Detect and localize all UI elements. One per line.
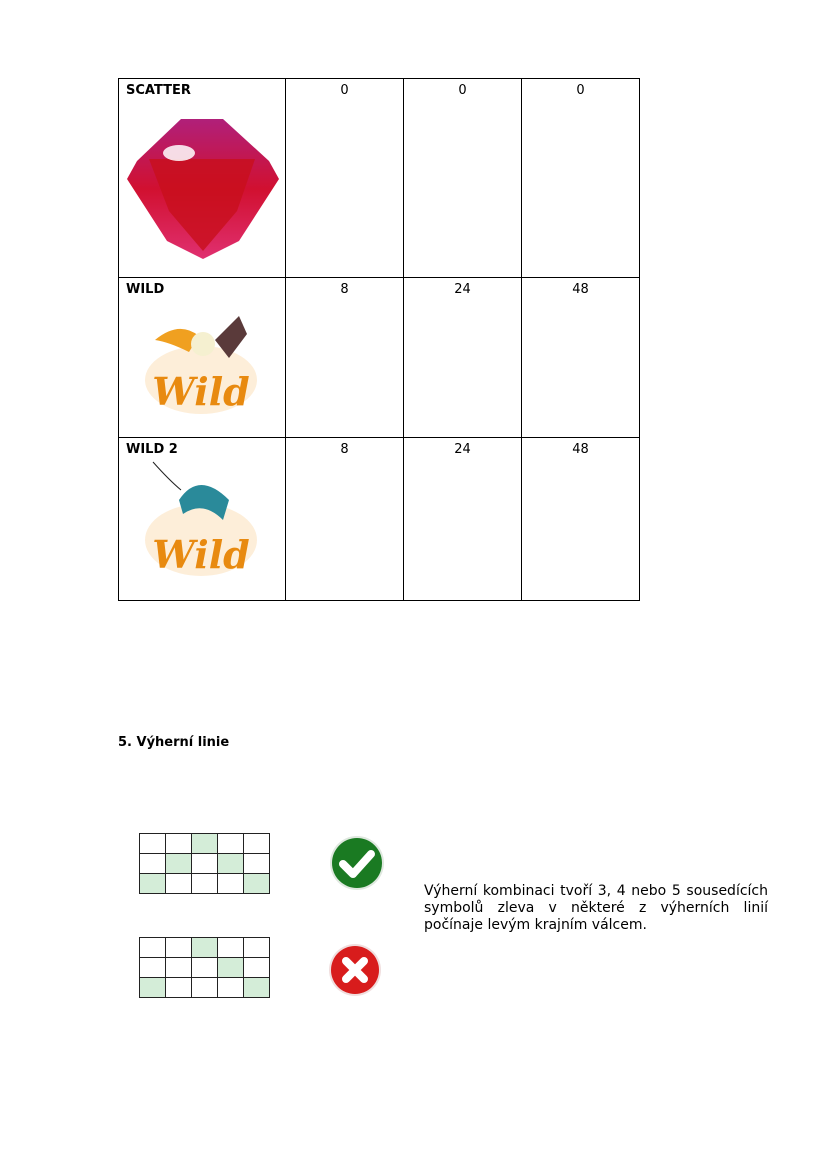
payout-4: 24 — [454, 442, 471, 457]
symbol-name: WILD — [126, 282, 165, 297]
payout-5: 0 — [576, 83, 585, 98]
grid-cell — [192, 874, 218, 894]
grid-row — [140, 874, 270, 894]
symbol-cell — [119, 278, 286, 438]
payout-3: 0 — [340, 83, 349, 98]
svg-text:Wild: Wild — [152, 369, 250, 414]
grid-cell-highlighted — [192, 938, 218, 958]
grid-row — [140, 938, 270, 958]
grid-cell — [218, 874, 244, 894]
grid-row — [140, 958, 270, 978]
section-title: 5. Výherní linie — [118, 735, 230, 750]
toucan-wild-icon — [119, 300, 285, 435]
table-row — [119, 438, 640, 601]
symbol-cell — [119, 79, 286, 278]
grid-cell — [244, 938, 270, 958]
value-cell — [286, 278, 404, 438]
payout-4: 24 — [454, 282, 471, 297]
grid-cell — [166, 874, 192, 894]
value-cell — [404, 438, 522, 601]
paylines-description: Výherní kombinaci tvoří 3, 4 nebo 5 sousedících symbolů zleva v některé z výherních linií počínaje levým krajním válcem. — [424, 883, 768, 933]
grid-row — [140, 854, 270, 874]
payout-5: 48 — [572, 282, 589, 297]
symbol-name: SCATTER — [126, 83, 191, 98]
grid-cell — [244, 834, 270, 854]
svg-text:Wild: Wild — [152, 532, 250, 577]
grid-cell-highlighted — [140, 874, 166, 894]
value-cell — [522, 278, 640, 438]
grid-cell — [192, 978, 218, 998]
grid-cell-highlighted — [244, 874, 270, 894]
payout-4: 0 — [458, 83, 467, 98]
value-cell — [522, 79, 640, 278]
grid-cell — [192, 854, 218, 874]
grid-cell — [218, 834, 244, 854]
losing-line-grid — [139, 937, 270, 998]
cross-icon — [328, 943, 382, 997]
grid-cell-highlighted — [140, 978, 166, 998]
value-cell — [286, 438, 404, 601]
payout-3: 8 — [340, 282, 349, 297]
value-cell — [404, 79, 522, 278]
grid-cell — [244, 854, 270, 874]
grid-cell — [166, 834, 192, 854]
paytable — [118, 78, 640, 601]
grid-cell — [166, 938, 192, 958]
winning-line-grid — [139, 833, 270, 894]
grid-cell — [140, 938, 166, 958]
grid-cell-highlighted — [218, 854, 244, 874]
table-row — [119, 278, 640, 438]
grid-cell-highlighted — [218, 958, 244, 978]
grid-cell — [140, 834, 166, 854]
value-cell — [404, 278, 522, 438]
grid-cell — [192, 958, 218, 978]
grid-cell — [140, 854, 166, 874]
value-cell — [286, 79, 404, 278]
grid-row — [140, 834, 270, 854]
grid-cell — [166, 958, 192, 978]
symbol-cell — [119, 438, 286, 601]
grid-cell — [166, 978, 192, 998]
grid-cell-highlighted — [166, 854, 192, 874]
snake-wild-icon — [119, 460, 285, 600]
grid-cell-highlighted — [192, 834, 218, 854]
payout-5: 48 — [572, 442, 589, 457]
grid-row — [140, 978, 270, 998]
check-icon — [329, 835, 385, 891]
payout-3: 8 — [340, 442, 349, 457]
grid-cell — [140, 958, 166, 978]
red-gem-icon — [119, 101, 285, 271]
value-cell — [522, 438, 640, 601]
grid-cell — [218, 978, 244, 998]
table-row — [119, 79, 640, 278]
grid-cell-highlighted — [244, 978, 270, 998]
grid-cell — [244, 958, 270, 978]
symbol-name: WILD 2 — [126, 442, 178, 457]
grid-cell — [218, 938, 244, 958]
